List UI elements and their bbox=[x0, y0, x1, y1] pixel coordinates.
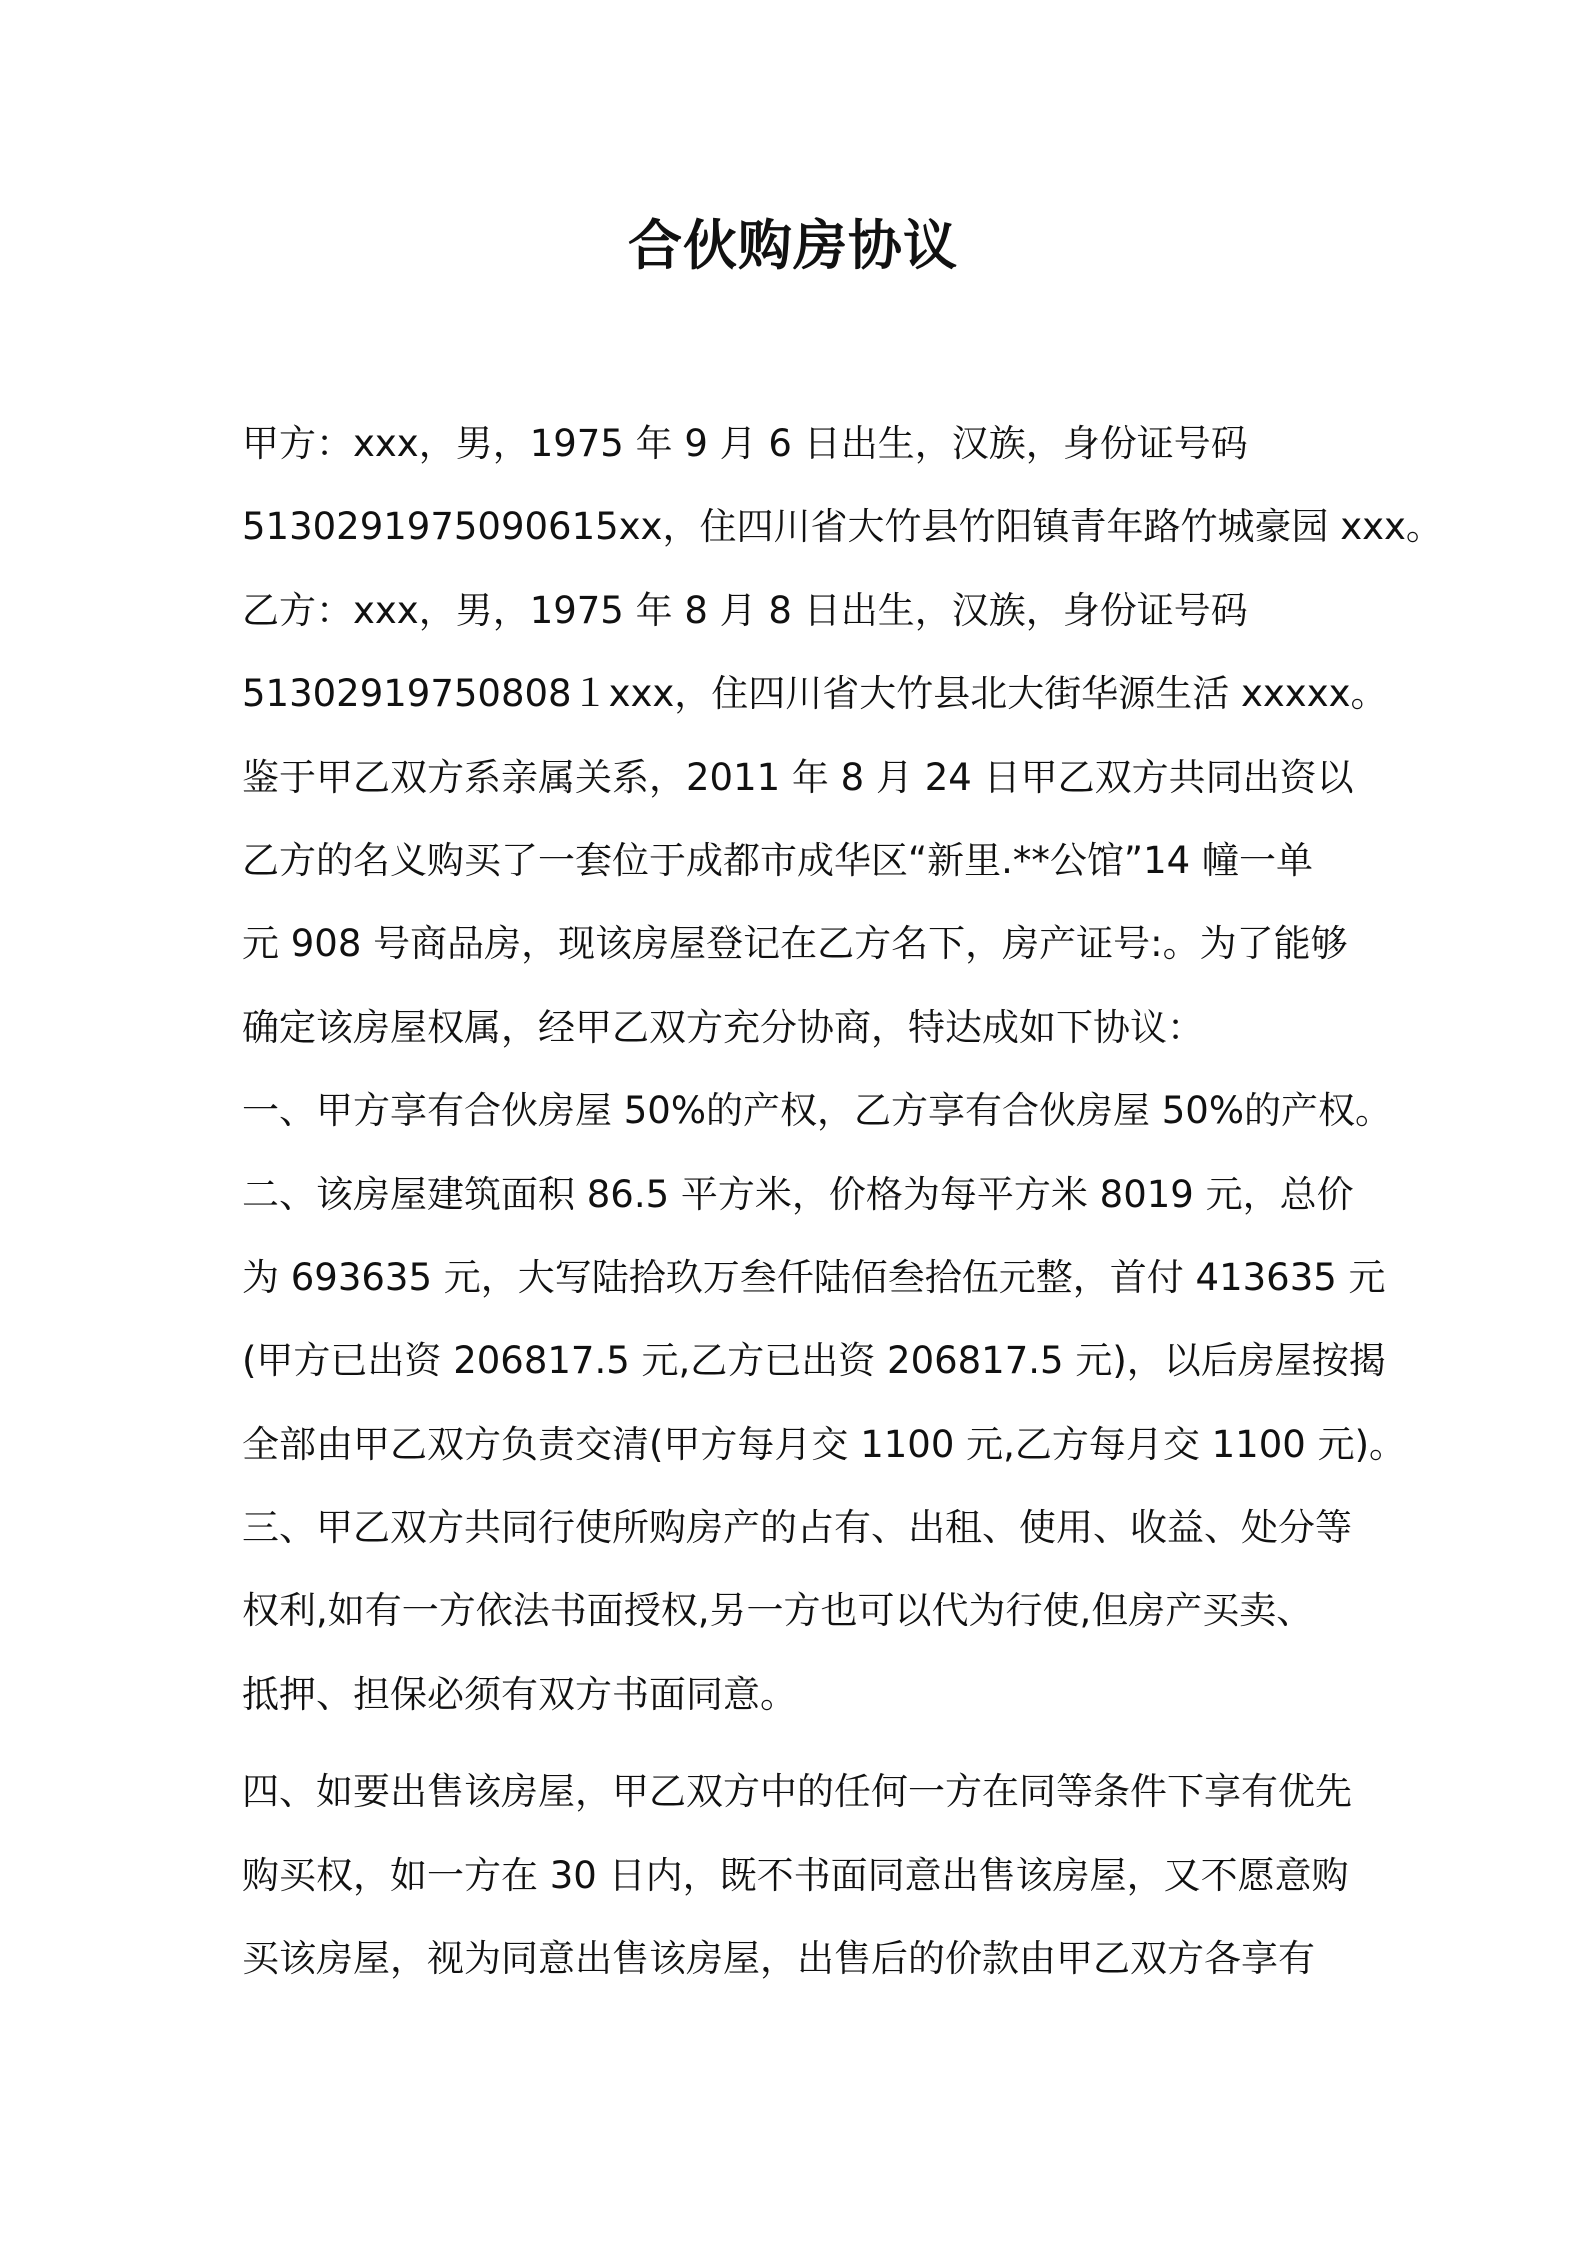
preamble-line-2: 乙方的名义购买了一套位于成都市成华区“新里.**公馆”14 幢一单 bbox=[242, 838, 1313, 882]
preamble-line-1: 鉴于甲乙双方系亲属关系，2011 年 8 月 24 日甲乙双方共同出资以 bbox=[242, 755, 1354, 799]
clause-3-line-3: 抵押、担保必须有双方书面同意。 bbox=[242, 1672, 797, 1716]
party-b-line-1: 乙方：xxx，男，1975 年 8 月 8 日出生，汉族，身份证号码 bbox=[242, 588, 1248, 632]
clause-2-line-3: (甲方已出资 206817.5 元,乙方已出资 206817.5 元)，以后房屋按揭 bbox=[242, 1339, 1386, 1383]
document-body bbox=[242, 402, 1443, 2000]
preamble-line-3: 元 908 号商品房，现该房屋登记在乙方名下，房产证号:。为了能够 bbox=[242, 922, 1348, 966]
clause-4-line-2: 购买权，如一方在 30 日内，既不书面同意出售该房屋，又不愿意购 bbox=[242, 1853, 1349, 1897]
clause-4-line-1: 四、如要出售该房屋，甲乙双方中的任何一方在同等条件下享有优先 bbox=[242, 1770, 1352, 1814]
clause-2-line-1: 二、该房屋建筑面积 86.5 平方米，价格为每平方米 8019 元，总价 bbox=[242, 1172, 1354, 1216]
clause-2-line-4: 全部由甲乙双方负责交清(甲方每月交 1100 元,乙方每月交 1100 元)。 bbox=[242, 1422, 1406, 1466]
party-a-line-2: 5130291975090615xx，住四川省大竹县竹阳镇青年路竹城豪园 xxx。 bbox=[242, 505, 1443, 549]
clause-3-line-2: 权利,如有一方依法书面授权,另一方也可以代为行使,但房产买卖、 bbox=[242, 1589, 1314, 1633]
preamble-line-4: 确定该房屋权属，经甲乙双方充分协商，特达成如下协议： bbox=[242, 1005, 1204, 1049]
clause-1-line-1: 一、甲方享有合伙房屋 50%的产权，乙方享有合伙房屋 50%的产权。 bbox=[242, 1089, 1392, 1133]
clause-2-line-2: 为 693635 元，大写陆拾玖万叁仟陆佰叁拾伍元整，首付 413635 元 bbox=[242, 1255, 1386, 1299]
clause-4-line-3: 买该房屋，视为同意出售该房屋，出售后的价款由甲乙双方各享有 bbox=[242, 1937, 1315, 1981]
clause-3-line-1: 三、甲乙双方共同行使所购房产的占有、出租、使用、收益、处分等 bbox=[242, 1506, 1352, 1550]
document-title: 合伙购房协议 bbox=[628, 214, 958, 277]
party-b-line-2: 51302919750808１xxx，住四川省大竹县北大街华源生活 xxxxx。 bbox=[242, 672, 1388, 716]
party-a-line-1: 甲方：xxx，男，1975 年 9 月 6 日出生，汉族，身份证号码 bbox=[242, 422, 1248, 465]
